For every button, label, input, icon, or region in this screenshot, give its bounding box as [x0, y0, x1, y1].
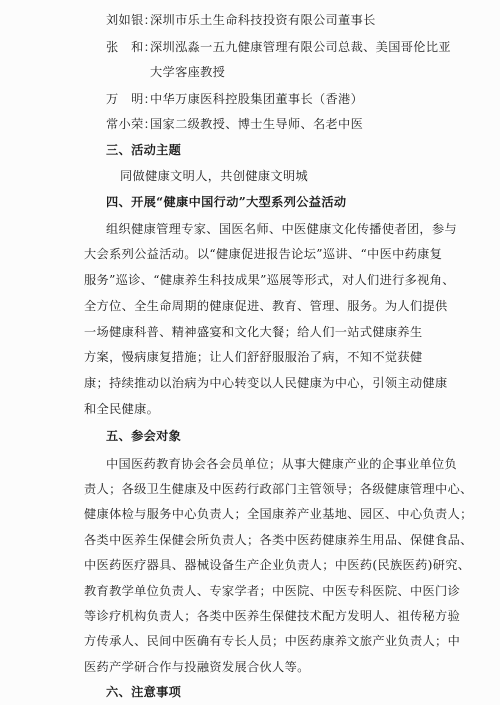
paragraph-line: 和全民健康。	[84, 402, 160, 416]
paragraph-line: 方传承人、民间中医确有专长人员；中医药康养文旅产业负责人；中	[84, 634, 461, 648]
paragraph-line: 教育教学单位负责人、专家学者；中医院、中医专科医院、中医门诊	[84, 584, 461, 598]
paragraph-line: 方案，慢病康复措施；让人们舒舒服服治了病，不知不觉获健	[84, 350, 423, 364]
paragraph-line: 组织健康管理专家、国医名师、中医健康文化传播使者团，参与	[106, 222, 458, 236]
person-row	[106, 116, 363, 132]
person-role: 深圳市乐土生命科技投资有限公司董事长	[150, 13, 376, 27]
paragraph-line: 中国医药教育协会各会员单位；从事大健康产业的企事业单位负	[106, 457, 458, 471]
person-name: 万 明：	[106, 92, 157, 106]
paragraph-line: 全方位、全生命周期的健康促进、教育、管理、服务。为人们提供	[84, 299, 448, 313]
section-heading: 三、活动主题	[106, 143, 182, 157]
paragraph-line: 医药产学研合作与投融资发展合伙人等。	[84, 660, 310, 674]
paragraph-line: 大会系列公益活动。以“健康促进报告论坛”巡讲、“中医中药康复	[84, 247, 443, 261]
paragraph-line: 各类中医养生保健会所负责人；各类中医药健康养生用品、保健食品、	[84, 533, 473, 547]
paragraph-line: 中医药医疗器具、器械设备生产企业负责人；中医药(民族医药)研究、	[84, 558, 471, 572]
person-role-continued: 大学客座教授	[150, 65, 226, 79]
paragraph-line: 健康体检与服务中心负责人；全国康养产业基地、园区、中心负责人；	[84, 507, 473, 521]
person-row	[106, 39, 451, 55]
person-role: 国家二级教授、博士生导师、名老中医	[150, 117, 364, 131]
person-row	[106, 91, 363, 107]
person-name: 常小荣：	[106, 117, 157, 131]
section-heading: 四、开展“健康中国行动”大型系列公益活动	[106, 195, 347, 209]
paragraph-line: 等诊疗机构负责人；各类中医养生保健技术配方发明人、祖传秘方验	[84, 609, 461, 623]
person-name: 张 和：	[106, 40, 157, 54]
paragraph-line: 责人；各级卫生健康及中医药行政部门主管领导；各级健康管理中心、	[84, 482, 473, 496]
section-heading: 六、注意事项	[106, 685, 182, 699]
section-heading: 五、参会对象	[106, 429, 182, 443]
paragraph-line: 一场健康科普、精神盛宴和文化大餐；给人们一站式健康养生	[84, 325, 423, 339]
section-text: 同做健康文明人，共创健康文明城	[120, 169, 309, 183]
paragraph-line: 康；持续推动以治病为中心转变以人民健康为中心，引领主动健康	[84, 376, 448, 390]
person-name: 刘如银：	[106, 13, 157, 27]
person-row	[106, 12, 376, 28]
paragraph-line: 服务”巡诊、“健康养生科技成果”巡展等形式，对人们进行多视角、	[84, 273, 455, 287]
person-role: 深圳泓淼一五九健康管理有限公司总裁、美国哥伦比亚	[150, 40, 451, 54]
person-role: 中华万康医科控股集团董事长（香港）	[150, 92, 364, 106]
